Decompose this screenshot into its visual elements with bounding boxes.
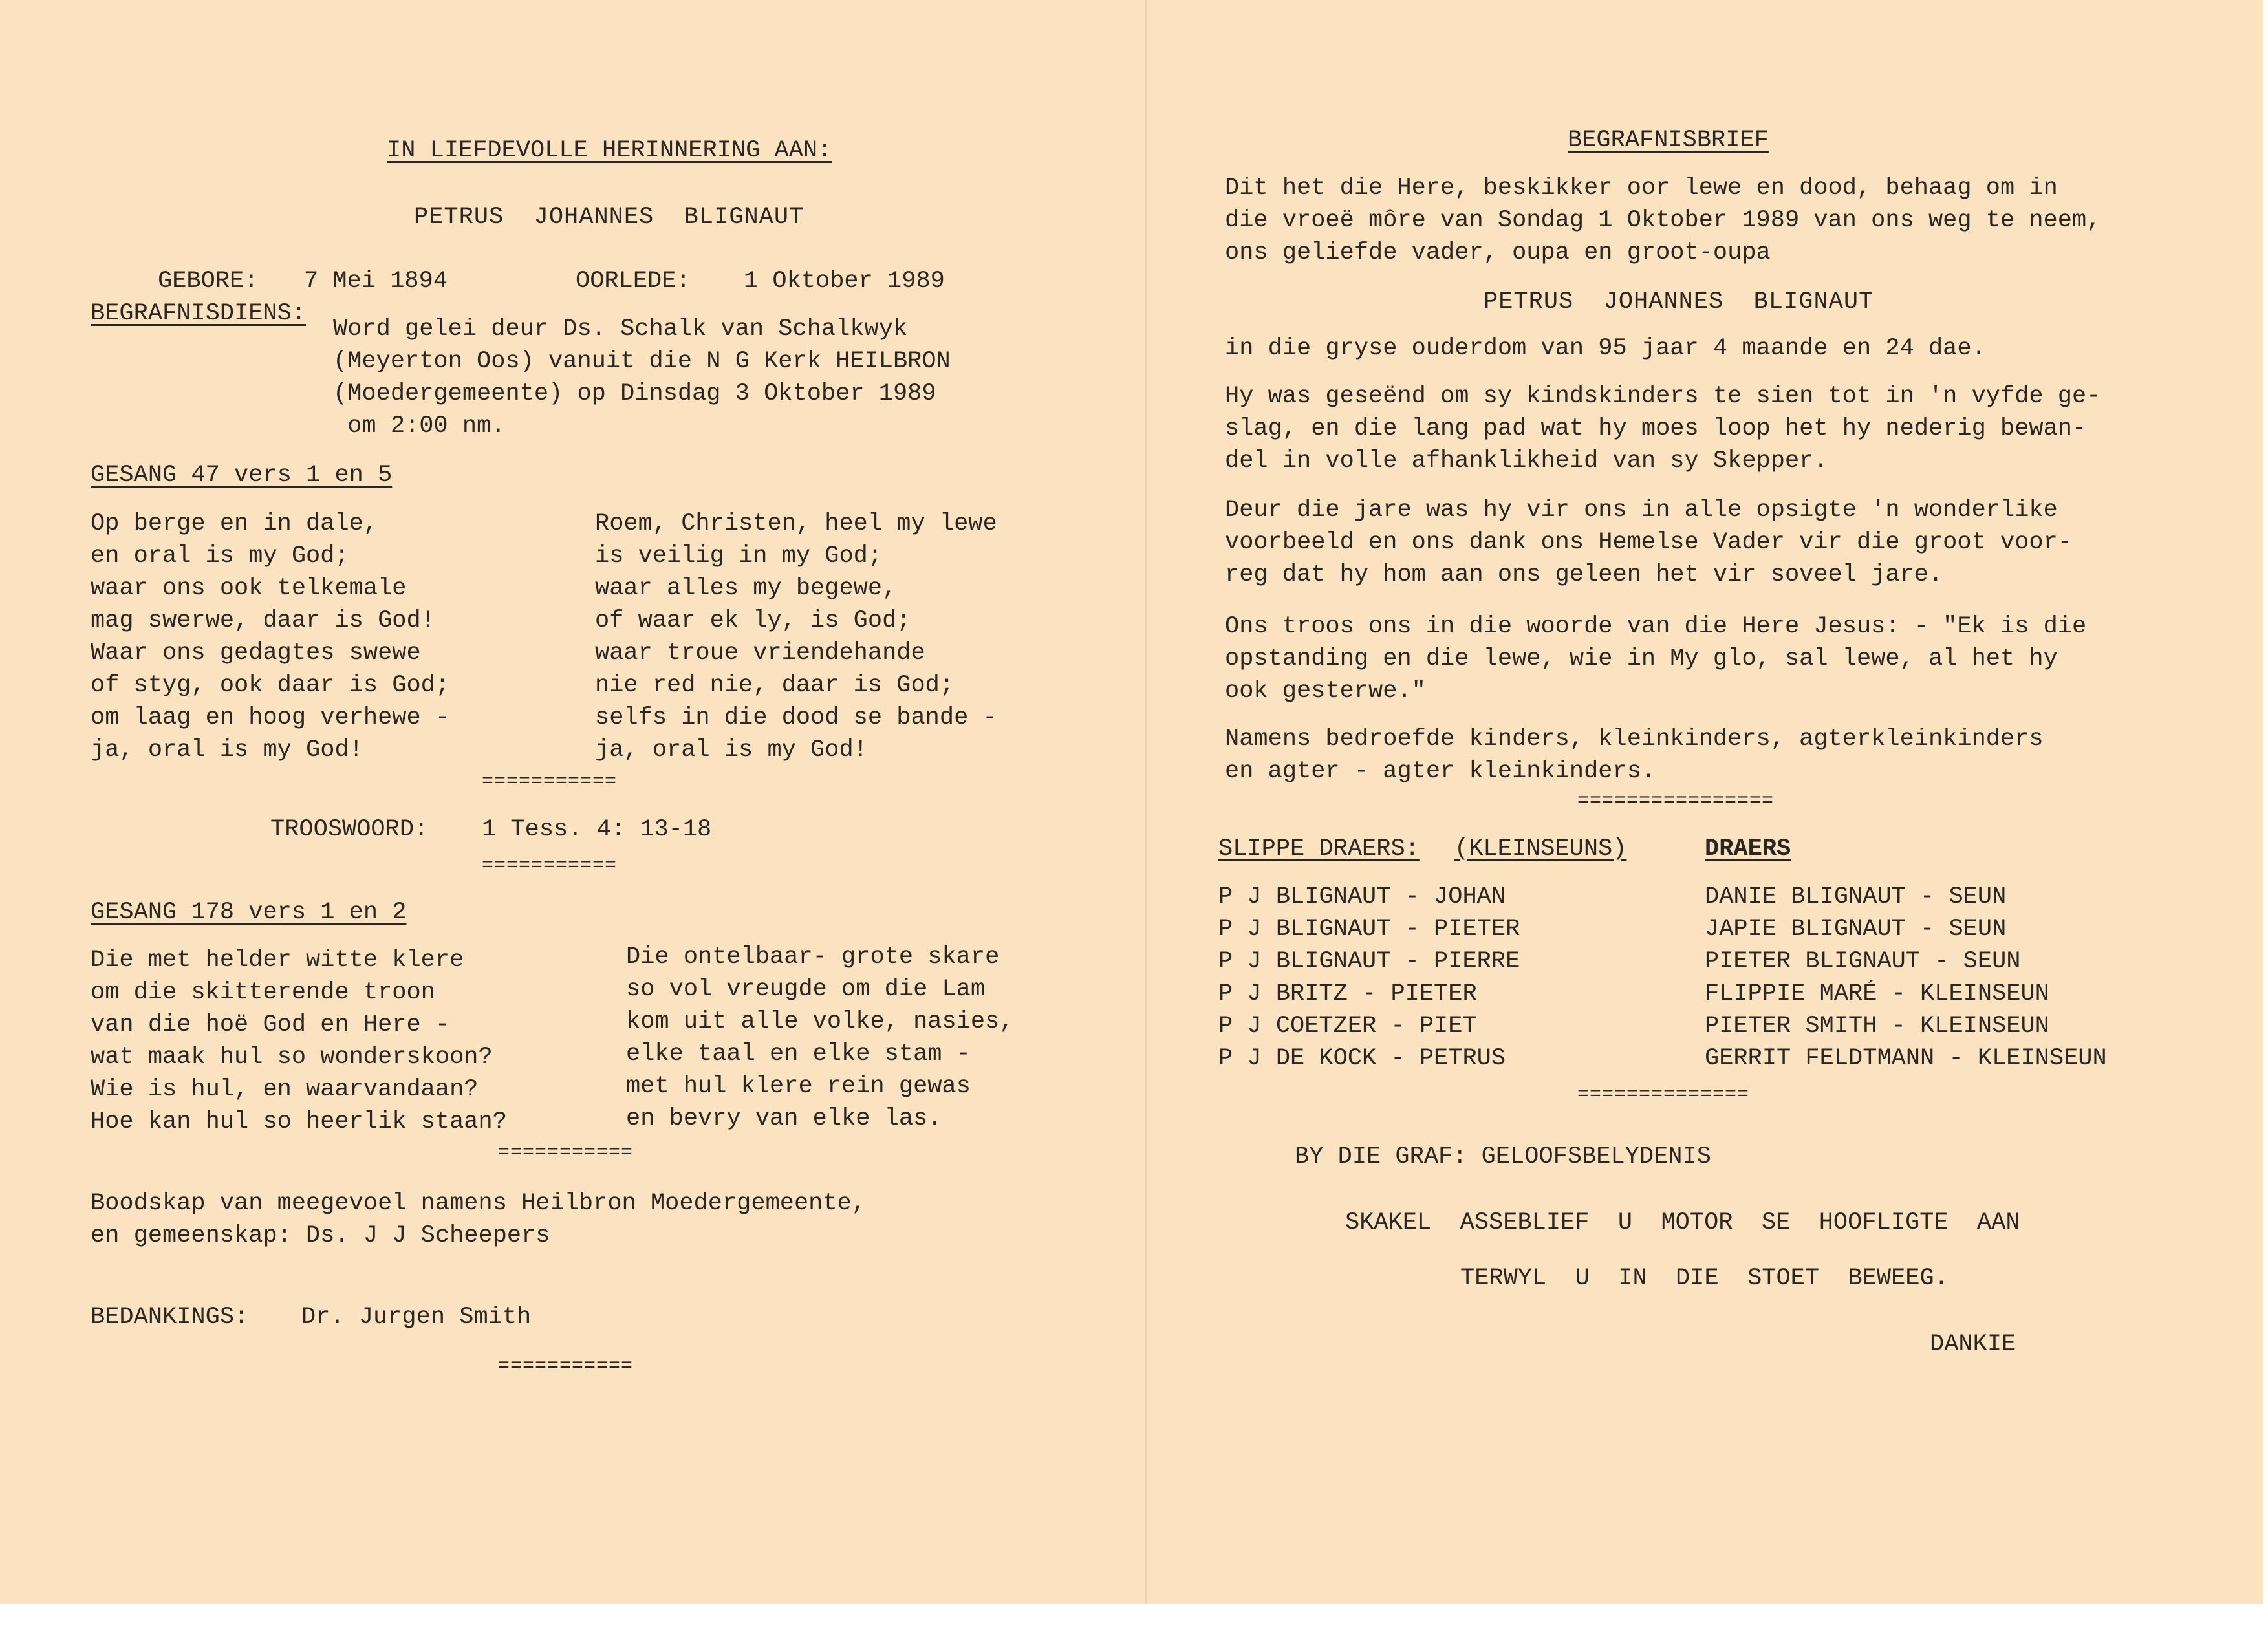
para4-line-1: Namens bedroefde kinders, kleinkinders, agterkleinkinders xyxy=(1225,726,2044,753)
intro-line-3: ons geliefde vader, oupa en groot-oupa xyxy=(1225,239,1771,266)
para3-line-2: opstanding en die lewe, wie in My glo, sal lewe, al het hy xyxy=(1225,645,2058,673)
bearers-list xyxy=(1705,881,2107,1075)
left-page xyxy=(0,0,1145,1604)
para2-line-1: Deur die jare was hy vir ons in alle opsigte 'n wonderlike xyxy=(1225,497,2058,524)
list-item: DANIE BLIGNAUT - SEUN xyxy=(1705,883,2007,911)
verse-line: kom uit alle volke, nasies, xyxy=(626,1008,1014,1035)
para4-line-2: en agter - agter kleinkinders. xyxy=(1225,758,1656,785)
verse-line: met hul klere rein gewas xyxy=(626,1073,971,1100)
para1-line-2: slag, en die lang pad wat hy moes loop het hy nederig bewan- xyxy=(1225,415,2087,442)
right-page xyxy=(1147,0,2263,1604)
list-item: P J BLIGNAUT - JOHAN xyxy=(1218,883,1506,911)
hymn2-verse-1 xyxy=(91,944,507,1138)
verse-line: nie red nie, daar is God; xyxy=(595,672,955,699)
hymn1-verse-1 xyxy=(91,508,449,766)
closing-thanks: DANKIE xyxy=(1930,1331,2016,1358)
born-label: GEBORE: xyxy=(158,268,259,295)
headlights-notice-1: SKAKEL ASSEBLIEF U MOTOR SE HOOFLIGTE AAN xyxy=(1345,1209,2020,1236)
verse-line: Waar ons gedagtes swewe xyxy=(91,640,421,667)
intro-line-2: die vroeë môre van Sondag 1 Oktober 1989 van ons weg te neem, xyxy=(1225,207,2101,234)
service-label: BEGRAFNISDIENS: xyxy=(91,300,307,327)
verse-line: is veilig in my God; xyxy=(595,543,883,570)
service-line-1: Word gelei deur Ds. Schalk van Schalkwyk xyxy=(333,316,908,343)
intro-line-1: Dit het die Here, beskikker oor lewe en dood, behaag om in xyxy=(1225,175,2058,202)
list-item: PIETER SMITH - KLEINSEUN xyxy=(1705,1013,2049,1040)
pallbearers-label: SLIPPE DRAERS: xyxy=(1218,835,1420,863)
hymn2-title: GESANG 178 vers 1 en 2 xyxy=(91,899,407,926)
verse-line: Op berge en in dale, xyxy=(91,510,378,537)
list-item: JAPIE BLIGNAUT - SEUN xyxy=(1705,916,2007,943)
sympathy-message-line-1: Boodskap van meegevoel namens Heilbron Moedergemeente, xyxy=(91,1190,866,1217)
verse-line: van die hoë God en Here - xyxy=(91,1011,450,1039)
died-label: OORLEDE: xyxy=(576,268,691,295)
verse-line: ja, oral is my God! xyxy=(91,737,363,764)
para3-line-3: ook gesterwe." xyxy=(1225,678,1426,705)
pallbearers-list xyxy=(1218,881,1520,1075)
verse-line: Die ontelbaar- grote skare xyxy=(626,943,1000,971)
thanks-label: BEDANKINGS: xyxy=(91,1304,249,1331)
para1-line-1: Hy was geseënd om sy kindskinders te sien tot in 'n vyfde ge- xyxy=(1225,383,2101,410)
verse-line: om die skitterende troon xyxy=(91,979,435,1006)
verse-line: waar troue vriendehande xyxy=(595,640,925,667)
died-value: 1 Oktober 1989 xyxy=(744,268,945,295)
para3-line-1: Ons troos ons in die woorde van die Here Jesus: - "Ek is die xyxy=(1225,613,2087,640)
separator: =========== xyxy=(498,1142,634,1164)
para2-line-2: voorbeeld en ons dank ons Hemelse Vader vir die groot voor- xyxy=(1225,529,2073,556)
separator: =========== xyxy=(482,771,618,793)
troos-value: 1 Tess. 4: 13-18 xyxy=(482,816,712,843)
para2-line-3: reg dat hy hom aan ons geleen het vir soveel jare. xyxy=(1225,561,1943,588)
age-line: in die gryse ouderdom van 95 jaar 4 maande en 24 dae. xyxy=(1225,335,1986,362)
verse-line: om laag en hoog verhewe - xyxy=(91,704,450,731)
hymn1-verse-5 xyxy=(595,508,997,766)
verse-line: en bevry van elke las. xyxy=(626,1105,942,1132)
separator: ============== xyxy=(1577,1084,1750,1106)
sympathy-message-line-2: en gemeenskap: Ds. J J Scheepers xyxy=(91,1222,550,1249)
service-line-3: (Moedergemeente) op Dinsdag 3 Oktober 1989 xyxy=(333,380,936,407)
verse-line: Roem, Christen, heel my lewe xyxy=(595,510,997,537)
notice-heading: BEGRAFNISBRIEF xyxy=(1568,127,1769,154)
graveside-line: BY DIE GRAF: GELOOFSBELYDENIS xyxy=(1295,1143,1711,1170)
verse-line: mag swerwe, daar is God! xyxy=(91,607,435,634)
headlights-notice-2: TERWYL U IN DIE STOET BEWEEG. xyxy=(1460,1265,1949,1292)
born-value: 7 Mei 1894 xyxy=(304,268,448,295)
deceased-name: PETRUS JOHANNES BLIGNAUT xyxy=(414,204,805,231)
list-item: P J DE KOCK - PETRUS xyxy=(1218,1045,1506,1072)
verse-line: so vol vreugde om die Lam xyxy=(626,976,986,1003)
verse-line: wat maak hul so wonderskoon? xyxy=(91,1044,493,1071)
thanks-value: Dr. Jurgen Smith xyxy=(301,1304,532,1331)
separator: =========== xyxy=(482,855,618,877)
list-item: PIETER BLIGNAUT - SEUN xyxy=(1705,948,2021,975)
verse-line: ja, oral is my God! xyxy=(595,737,868,764)
list-item: FLIPPIE MARÉ - KLEINSEUN xyxy=(1705,980,2049,1008)
verse-line: elke taal en elke stam - xyxy=(626,1040,971,1068)
separator: ================ xyxy=(1577,790,1775,812)
service-line-4: om 2:00 nm. xyxy=(333,413,506,440)
service-line-2: (Meyerton Oos) vanuit die N G Kerk HEILBRON xyxy=(333,348,951,375)
deceased-name: PETRUS JOHANNES BLIGNAUT xyxy=(1484,288,1874,316)
verse-line: selfs in die dood se bande - xyxy=(595,704,997,731)
bearers-label: DRAERS xyxy=(1705,835,1791,863)
hymn1-title: GESANG 47 vers 1 en 5 xyxy=(91,462,393,489)
verse-line: of waar ek ly, is God; xyxy=(595,607,911,634)
list-item: GERRIT FELDTMANN - KLEINSEUN xyxy=(1705,1045,2107,1072)
hymn2-verse-2 xyxy=(626,941,1014,1135)
troos-label: TROOSWOORD: xyxy=(270,816,429,843)
pallbearers-sublabel: (KLEINSEUNS) xyxy=(1454,835,1627,863)
list-item: P J BLIGNAUT - PIETER xyxy=(1218,916,1520,943)
memorial-heading: IN LIEFDEVOLLE HERINNERING AAN: xyxy=(387,137,832,164)
list-item: P J COETZER - PIET xyxy=(1218,1013,1477,1040)
verse-line: en oral is my God; xyxy=(91,543,349,570)
list-item: P J BLIGNAUT - PIERRE xyxy=(1218,948,1520,975)
list-item: P J BRITZ - PIETER xyxy=(1218,980,1477,1008)
verse-line: Hoe kan hul so heerlik staan? xyxy=(91,1108,507,1136)
verse-line: Die met helder witte klere xyxy=(91,947,464,974)
verse-line: Wie is hul, en waarvandaan? xyxy=(91,1076,479,1103)
verse-line: waar ons ook telkemale xyxy=(91,575,407,602)
separator: =========== xyxy=(498,1355,634,1377)
verse-line: of styg, ook daar is God; xyxy=(91,672,450,699)
para1-line-3: del in volle afhanklikheid van sy Skepper. xyxy=(1225,447,1828,475)
verse-line: waar alles my begewe, xyxy=(595,575,897,602)
